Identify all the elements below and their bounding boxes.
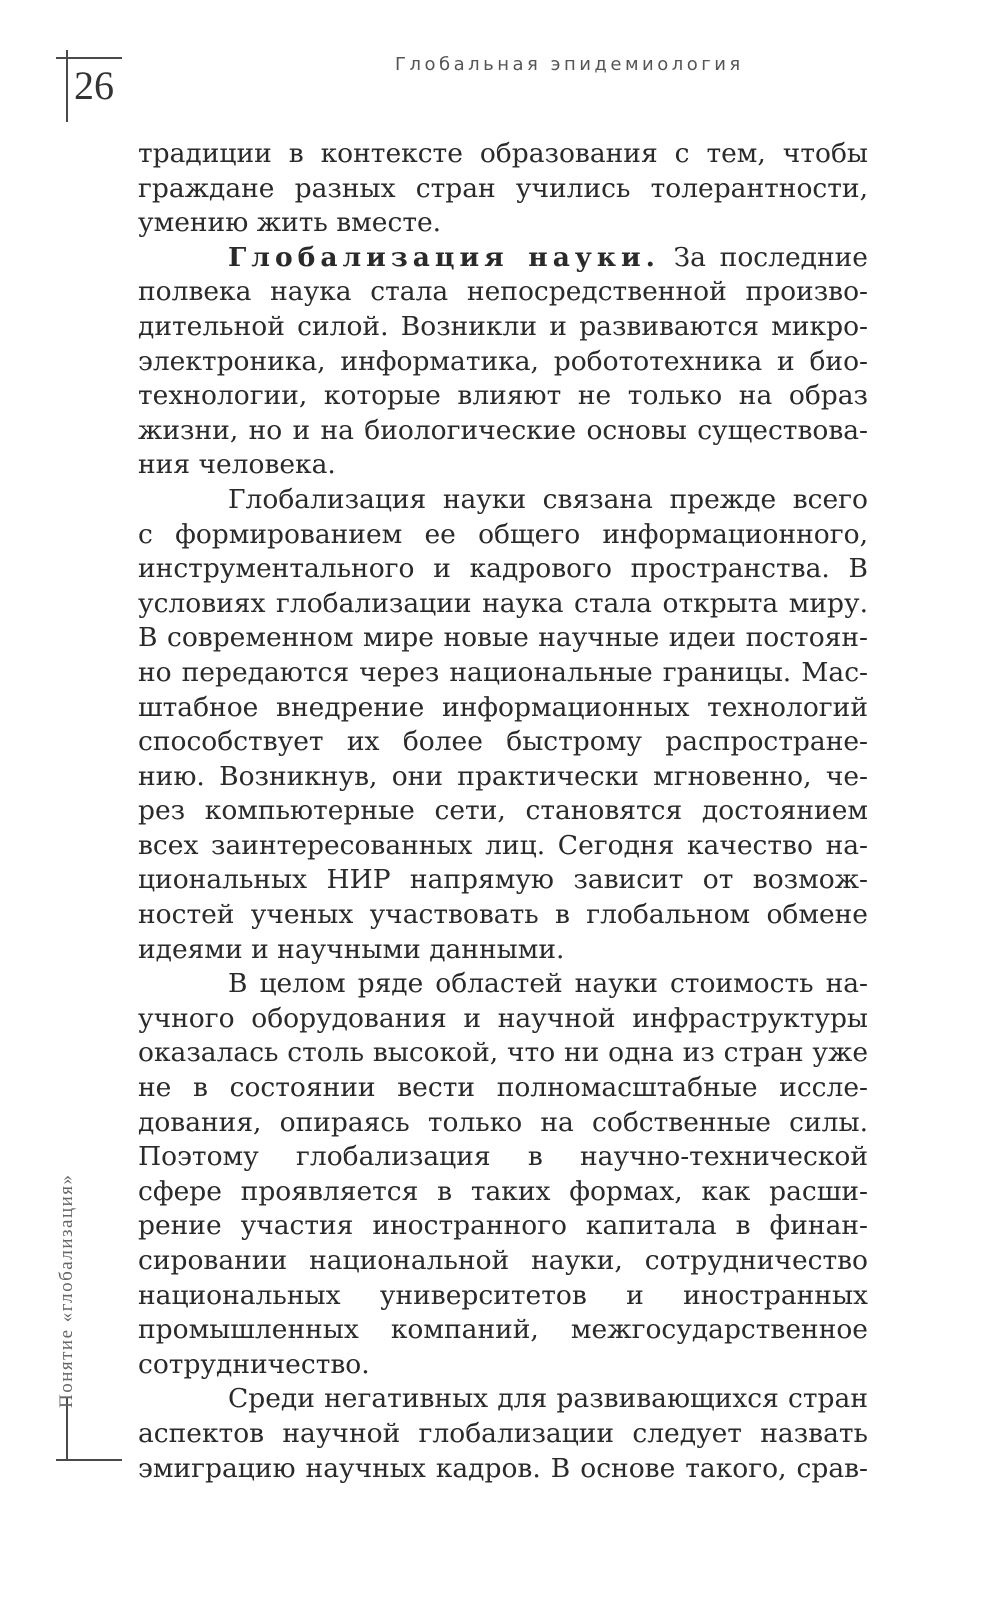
- text-line: Поэтому глобализация в научно-технической: [138, 1141, 868, 1173]
- text-line: Среди негативных для развивающихся стран: [228, 1383, 868, 1415]
- text-line: не в состоянии вести полномасштабные иссле-: [138, 1072, 868, 1104]
- text-run: За последние: [673, 241, 868, 273]
- text-line: Глобализация науки связана прежде всего: [228, 483, 868, 515]
- paragraph: [138, 241, 868, 483]
- text-line: ностей ученых участвовать в глобальном обмене: [138, 899, 868, 931]
- text-line: [138, 241, 868, 276]
- text-line: инструментального и кадрового пространства. В: [138, 553, 868, 585]
- text-line: электроника, информатика, робототехника и био-: [138, 345, 868, 377]
- text-line: рез компьютерные сети, становятся достоянием: [138, 795, 868, 827]
- text-line: жизни, но и на биологические основы существова-: [138, 414, 868, 446]
- paragraph: [138, 137, 868, 241]
- text-line: традиции в контексте образования с тем, чтобы: [138, 138, 868, 169]
- text-line: ния человека.: [138, 449, 336, 481]
- text-line: технологии, которые влияют не только на образ: [138, 380, 868, 412]
- text-line: аспектов научной глобализации следует назвать: [138, 1417, 868, 1449]
- paragraph: [138, 483, 868, 967]
- text-line: промышленных компаний, межгосударственное: [138, 1314, 868, 1346]
- running-head: Глобальная эпидемиология: [395, 54, 744, 75]
- text-line: идеями и научными данными.: [138, 933, 565, 965]
- text-line: рение участия иностранного капитала в финан-: [138, 1210, 868, 1242]
- text-line: с формированием ее общего информационного,: [138, 518, 868, 550]
- text-line: способствует их более быстрому распростране-: [138, 726, 868, 758]
- paragraph: [138, 1382, 868, 1486]
- text-line: условиях глобализации наука стала открыта миру.: [138, 587, 868, 619]
- text-line: дительной силой. Возникли и развиваются микро-: [138, 310, 868, 342]
- text-line: В современном мире новые научные идеи постоян-: [138, 622, 868, 654]
- paragraph: [138, 967, 868, 1382]
- body-text: [138, 137, 868, 1486]
- text-line: учного оборудования и научной инфраструктуры: [138, 1002, 868, 1034]
- text-line: умению жить вместе.: [138, 207, 442, 239]
- text-line: сировании национальной науки, сотрудничество: [138, 1245, 868, 1276]
- text-line: национальных университетов и иностранных: [138, 1279, 868, 1311]
- text-line: эмиграцию научных кадров. В основе такого, срав-: [138, 1452, 868, 1484]
- text-line: циональных НИР напрямую зависит от возмож-: [138, 864, 868, 896]
- text-line: В целом ряде областей науки стоимость на-: [228, 968, 868, 1000]
- text-line: дования, опираясь только на собственные силы.: [138, 1106, 868, 1138]
- text-line: всех заинтересованных лиц. Сегодня качество на-: [138, 829, 868, 861]
- page-number-rule: [66, 50, 68, 122]
- section-title-vertical: Понятие «глобализация»: [56, 1173, 77, 1408]
- text-line: сотрудничество.: [138, 1348, 370, 1380]
- text-line: полвека наука стала непосредственной произво-: [138, 276, 868, 308]
- section-heading: Глобализация науки.: [228, 241, 660, 273]
- text-line: сфере проявляется в таких формах, как расши-: [138, 1175, 868, 1207]
- footer-rule: [56, 1459, 122, 1461]
- text-line: граждане разных стран учились толерантности,: [138, 172, 868, 204]
- text-line: нию. Возникнув, они практически мгновенно, че-: [138, 760, 868, 792]
- page-number: 26: [74, 63, 114, 108]
- text-line: но передаются через национальные границы. Мас-: [138, 656, 868, 688]
- text-line: оказалась столь высокой, что ни одна из стран уже: [138, 1037, 868, 1069]
- text-line: штабное внедрение информационных технологий: [138, 691, 868, 723]
